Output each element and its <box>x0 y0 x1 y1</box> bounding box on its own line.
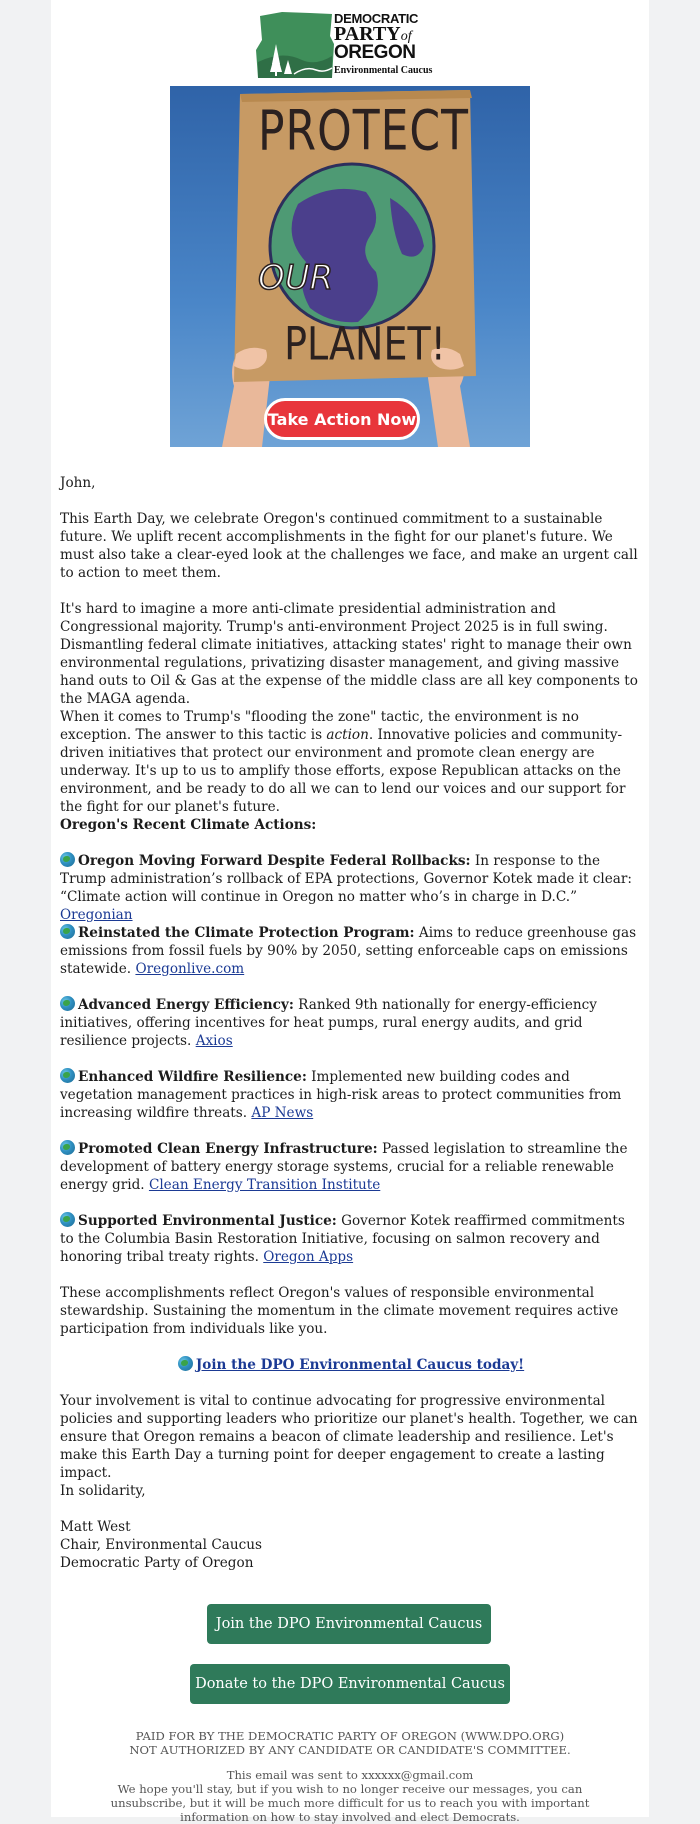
join-caucus-link-line <box>60 1356 642 1374</box>
action-item <box>60 1212 642 1266</box>
action-source-link[interactable]: Axios <box>195 1033 233 1049</box>
action-source-link[interactable]: AP News <box>251 1105 314 1121</box>
closing: In solidarity, <box>60 1483 146 1499</box>
action-item <box>60 1140 642 1194</box>
paragraph-intro: This Earth Day, we celebrate Oregon's continued commitment to a sustainable future. We uplift recent accomplishments in the fight for our planet's future. We must also take a clear-eyed look at the challenges we face, and make an urgent call to action to meet them. <box>60 511 638 581</box>
sign-text-our: OUR <box>258 258 334 298</box>
take-action-now-button[interactable]: Take Action Now <box>264 398 420 440</box>
action-text: Passed legislation to streamline the development of battery energy storage systems, crucial for a reliable renewable energy grid. <box>60 1141 628 1193</box>
paragraph-flooding-zone-b: . Innovative policies and community-driven initiatives that protect our environment and promote clean energy are underway. It's up to us to amplify those efforts, expose Republican attacks on the environment, and be ready to do all we can to lend our voices and our support for the fight for our planet's future. <box>60 727 626 815</box>
action-item <box>60 1068 642 1122</box>
paid-for-line-2: NOT AUTHORIZED BY ANY CANDIDATE OR CANDIDATE'S COMMITTEE. <box>129 1743 571 1757</box>
join-caucus-button[interactable]: Join the DPO Environmental Caucus <box>207 1604 491 1644</box>
globe-icon <box>60 924 75 939</box>
action-source-link[interactable]: Clean Energy Transition Institute <box>148 1177 381 1193</box>
paragraph-anti-climate: It's hard to imagine a more anti-climate presidential administration and Congressional majority. Trump's anti-environment Project 2025 is in full swing. Dismantling federal climate initiatives, attacking states' right to manage their own environmental regulations, privatizing disaster management, and giving massive hand outs to Oil & Gas at the expense of the middle class are all key components to the MAGA agenda. <box>60 601 638 707</box>
logo-line-4: Environmental Caucus <box>334 65 433 76</box>
logo-line-3: OREGON <box>334 42 416 63</box>
action-title: Oregon Moving Forward Despite Federal Rollbacks: <box>78 853 471 869</box>
globe-icon <box>60 1212 75 1227</box>
logo-party: PARTY <box>334 23 401 45</box>
signature-title: Chair, Environmental Caucus <box>60 1537 262 1553</box>
donate-caucus-button[interactable]: Donate to the DPO Environmental Caucus <box>190 1664 510 1704</box>
paragraph-flooding-zone-em: action <box>326 727 369 743</box>
globe-icon <box>60 1068 75 1083</box>
paragraph-involvement: Your involvement is vital to continue advocating for progressive environmental policies and supporting leaders who prioritize our planet's health. Together, we can ensure that Oregon remains a beacon of climate leadership and resilience. Let's make this Earth Day a turning point for deeper engagement to create a lasting impact. <box>60 1393 638 1481</box>
action-text: Governor Kotek reaffirmed commitments to the Columbia Basin Restoration Initiative, focusing on salmon recovery and honoring tribal treaty rights. <box>60 1213 625 1265</box>
signature-name: Matt West <box>60 1519 131 1535</box>
sign-text-protect: PROTECT <box>258 99 470 164</box>
action-text: Aims to reduce greenhouse gas emissions from fossil fuels by 90% by 2050, setting enforceable caps on emissions statewide. <box>60 925 637 977</box>
action-item <box>60 924 642 978</box>
action-source-link[interactable]: Oregonlive.com <box>135 961 245 977</box>
join-caucus-link[interactable]: Join the DPO Environmental Caucus today! <box>195 1357 525 1373</box>
action-source-link[interactable]: Oregon Apps <box>263 1249 354 1265</box>
globe-icon <box>60 996 75 1011</box>
logo-line-1: DEMOCRATIC <box>334 11 419 26</box>
globe-icon <box>178 1356 193 1371</box>
dpo-logo[interactable] <box>252 10 452 82</box>
paid-for-line-1: PAID FOR BY THE DEMOCRATIC PARTY OF OREGON (WWW.DPO.ORG) <box>135 1729 565 1743</box>
hero-image[interactable] <box>170 86 530 447</box>
paragraph-flooding-zone-a: When it comes to Trump's "flooding the zone" tactic, the environment is no exception. The answer to this tactic is <box>60 709 579 743</box>
action-text: In response to the Trump administration’s rollback of EPA protections, Governor Kotek made it clear: “Climate action will continue in Oregon no matter who’s in charge in D.C.” <box>60 853 632 905</box>
action-text: Implemented new building codes and vegetation management practices in high-risk areas to protect communities from increasing wildfire threats. <box>60 1069 622 1121</box>
action-title: Supported Environmental Justice: <box>78 1213 337 1229</box>
actions-heading: Oregon's Recent Climate Actions: <box>60 817 317 833</box>
paragraph-accomplishments: These accomplishments reflect Oregon's values of responsible environmental stewardship. Sustaining the momentum in the climate movement requires active participation from individuals like you. <box>60 1285 619 1337</box>
action-title: Advanced Energy Efficiency: <box>78 997 294 1013</box>
globe-icon <box>60 852 75 867</box>
sign-text-planet: PLANET! <box>284 317 446 371</box>
action-title: Enhanced Wildfire Resilience: <box>78 1069 307 1085</box>
paragraph-flooding-zone <box>60 708 642 816</box>
greeting: John, <box>60 475 96 491</box>
action-text: Ranked 9th nationally for energy-efficiency initiatives, offering incentives for heat pumps, rural energy audits, and grid resilience projects. <box>60 997 597 1049</box>
action-item <box>60 852 642 924</box>
logo-of: of <box>400 29 412 44</box>
unsubscribe-notice[interactable]: We hope you'll stay, but if you wish to no longer receive our messages, you can unsubscribe, but it will be much more difficult for us to reach you with important information on how to stay involved and elect Democrats. <box>110 1782 590 1824</box>
action-source-link[interactable]: Oregonian <box>60 907 133 923</box>
sent-to-line: This email was sent to xxxxxx@gmail.com <box>226 1768 474 1782</box>
signature-org: Democratic Party of Oregon <box>60 1555 254 1571</box>
globe-icon <box>60 1140 75 1155</box>
action-title: Promoted Clean Energy Infrastructure: <box>78 1141 378 1157</box>
action-item <box>60 996 642 1050</box>
action-title: Reinstated the Climate Protection Program: <box>78 925 415 941</box>
